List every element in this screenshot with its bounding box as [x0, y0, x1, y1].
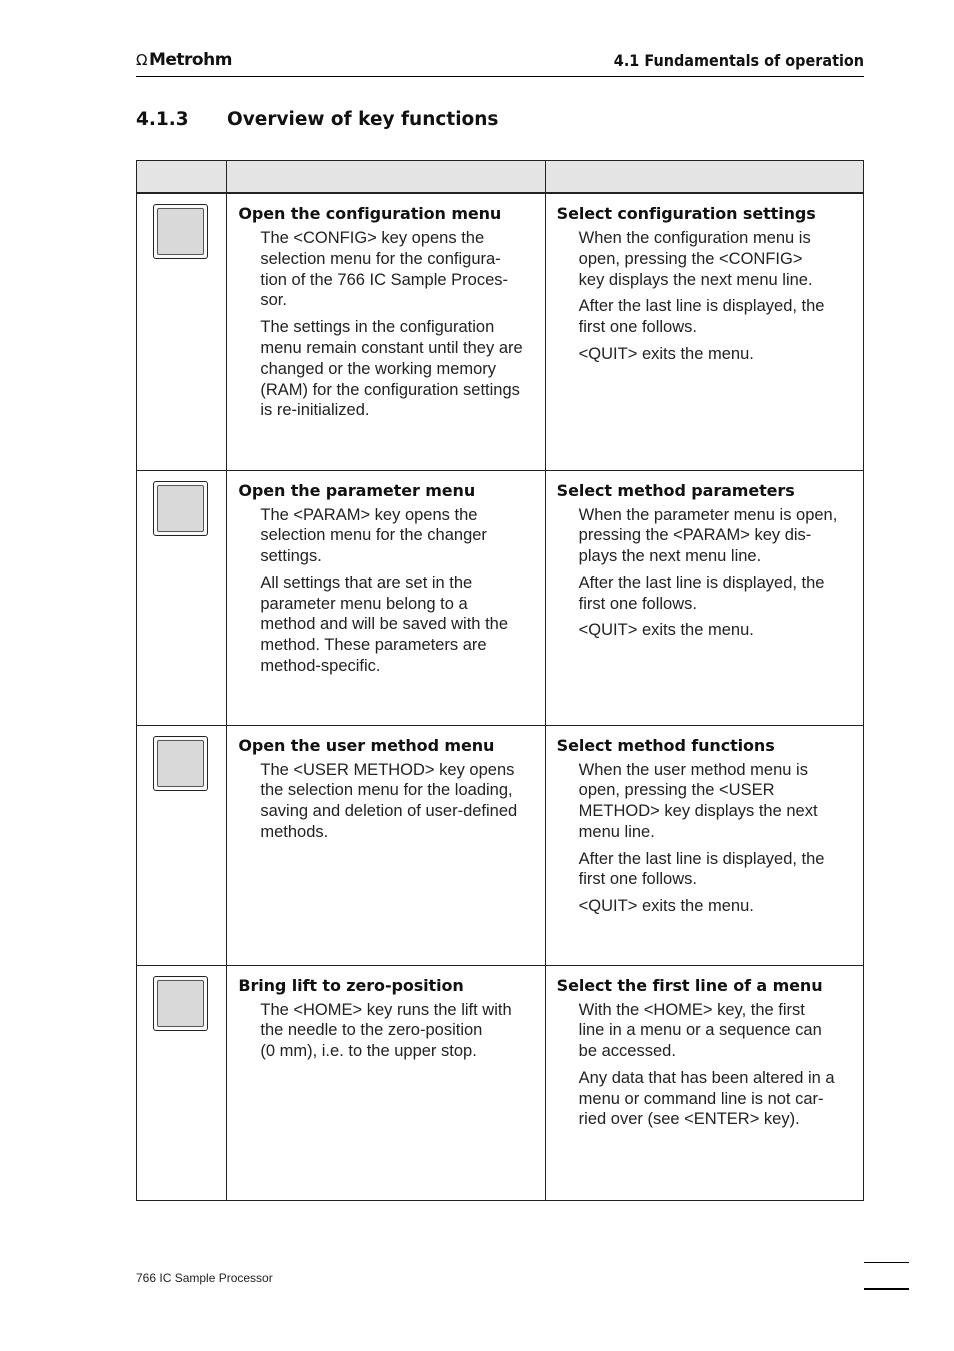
function-text: The <PARAM> key opens the selection menu for the changer settings. — [260, 505, 487, 566]
selection-cell — [545, 725, 863, 965]
key-cell — [137, 470, 227, 725]
header-cell-selection — [545, 161, 863, 194]
selection-title: Select configuration settings — [556, 204, 816, 223]
function-text: The <HOME> key runs the lift with the needle to the zero-position (0 mm), i.e. to the upper stop. — [260, 1000, 512, 1061]
selection-cell — [545, 193, 863, 470]
metrohm-logo — [136, 50, 232, 70]
selection-text: <QUIT> exits the menu. — [578, 621, 754, 640]
function-title: Open the configuration menu — [238, 204, 502, 223]
selection-text: When the parameter menu is open, pressing the <PARAM> key dis- plays the next menu line. — [578, 505, 838, 566]
footer-rule-top — [864, 1262, 909, 1263]
selection-text: <QUIT> exits the menu. — [578, 897, 754, 916]
selection-text: When the user method menu is open, pressing the <USER METHOD> key displays the next menu line. — [578, 760, 818, 841]
header-section-title: 4.1 Fundamentals of operation — [613, 51, 864, 70]
table-header-row — [137, 161, 864, 194]
key-cell — [137, 193, 227, 470]
header-cell-function — [227, 161, 545, 194]
home-key-icon — [153, 976, 208, 1031]
key-cell — [137, 965, 227, 1200]
function-text: The settings in the configuration menu remain constant until they are changed or the working memory (RAM) for the configuration settings is re-initialized. — [260, 318, 523, 420]
footer-rule-bottom — [864, 1288, 909, 1290]
selection-text: With the <HOME> key, the first line in a menu or a sequence can be accessed. — [578, 1000, 822, 1061]
function-text: All settings that are set in the parameter menu belong to a method and will be saved with the method. These parameters are method-specific. — [260, 573, 509, 676]
page-header — [136, 48, 864, 77]
function-title: Bring lift to zero-position — [238, 975, 464, 995]
config-key-icon — [153, 204, 208, 259]
section-title: Overview of key functions — [227, 109, 499, 130]
table-row — [137, 193, 864, 470]
footer-product-name: 766 IC Sample Processor — [136, 1271, 273, 1285]
function-cell — [227, 193, 545, 470]
selection-title: Select method parameters — [556, 480, 795, 500]
selection-text: Any data that has been altered in a menu or command line is not car- ried over (see <ENTER> key). — [578, 1068, 835, 1129]
section-heading — [136, 109, 498, 130]
selection-text: <QUIT> exits the menu. — [578, 344, 754, 363]
header-cell-key — [137, 161, 227, 194]
table-row — [137, 470, 864, 725]
function-title: Open the user method menu — [238, 735, 495, 755]
selection-text: After the last line is displayed, the first one follows. — [578, 297, 825, 337]
section-number: 4.1.3 — [136, 109, 189, 130]
selection-text: After the last line is displayed, the first one follows. — [578, 849, 825, 889]
omega-logo-icon: Ω — [136, 51, 147, 69]
key-cell — [137, 725, 227, 965]
table-row — [137, 725, 864, 965]
selection-cell — [545, 965, 863, 1200]
function-cell — [227, 725, 545, 965]
selection-text: After the last line is displayed, the first one follows. — [578, 573, 825, 613]
function-text: The <USER METHOD> key opens the selection menu for the loading, saving and deletion of user-defined methods. — [260, 760, 518, 841]
function-cell — [227, 965, 545, 1200]
selection-title: Select the first line of a menu — [556, 975, 823, 995]
selection-cell — [545, 470, 863, 725]
table-row — [137, 965, 864, 1200]
function-title: Open the parameter menu — [238, 480, 476, 500]
function-text: The <CONFIG> key opens the selection menu for the configura- tion of the 766 IC Sample Proces- sor. — [260, 229, 508, 310]
selection-title: Select method functions — [556, 735, 775, 755]
param-key-icon — [153, 481, 208, 536]
function-cell — [227, 470, 545, 725]
key-functions-table — [136, 160, 864, 1201]
logo-text: Metrohm — [148, 50, 232, 70]
selection-text: When the configuration menu is open, pressing the <CONFIG> key displays the next menu line. — [578, 229, 813, 289]
user-method-key-icon — [153, 736, 208, 791]
